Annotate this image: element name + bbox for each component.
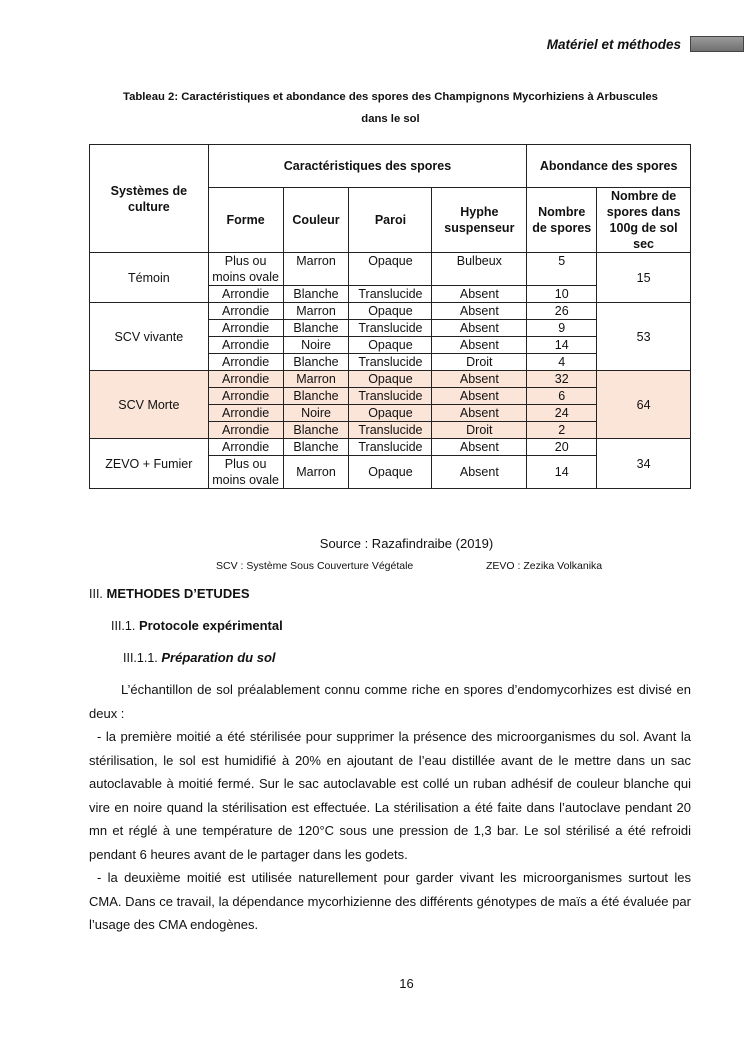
couleur-cell: Blanche <box>283 439 349 456</box>
forme-cell: Arrondie <box>208 354 283 371</box>
hyphe-cell: Absent <box>432 456 527 489</box>
couleur-cell: Marron <box>283 303 349 320</box>
header-title: Matériel et méthodes <box>546 36 681 52</box>
table-caption <box>88 86 693 130</box>
section-number: III. <box>89 587 103 601</box>
count-cell: 20 <box>527 439 597 456</box>
header-decoration-box <box>690 36 744 52</box>
paroi-cell: Translucide <box>349 439 432 456</box>
hyphe-cell: Bulbeux <box>432 253 527 286</box>
header-spores-100g: Nombre de spores dans 100g de sol sec <box>597 188 691 253</box>
count-cell: 5 <box>527 253 597 286</box>
forme-cell: Arrondie <box>208 320 283 337</box>
paroi-cell: Translucide <box>349 320 432 337</box>
couleur-cell: Marron <box>283 456 349 489</box>
forme-cell: Arrondie <box>208 303 283 320</box>
forme-cell: Arrondie <box>208 439 283 456</box>
forme-cell: Arrondie <box>208 337 283 354</box>
section-number: III.1. <box>111 619 136 633</box>
section-heading-2 <box>111 618 283 633</box>
paragraph: - la deuxième moitié est utilisée naturellement pour garder vivant les microorganismes surtout les CMA. Dans ce travail, la dépendance mycorhizienne des différents génotypes de maïs a été évaluée par l’usage des CMA endogènes. <box>89 870 691 932</box>
couleur-cell: Blanche <box>283 354 349 371</box>
page-number: 16 <box>399 976 414 991</box>
caption-line-2: dans le sol <box>361 113 420 125</box>
paroi-cell: Opaque <box>349 405 432 422</box>
couleur-cell: Blanche <box>283 388 349 405</box>
forme-cell: Plus ou moins ovale <box>208 253 283 286</box>
count-cell: 14 <box>527 337 597 354</box>
body-text <box>89 678 691 937</box>
header-couleur: Couleur <box>283 188 349 253</box>
paragraph: - la première moitié a été stérilisée pour supprimer la présence des microorganismes du sol. Avant la stérilisation, le sol est humidifié à 20% en ajoutant de l’eau distillée avant de le mettre dans un sac autoclavable à moitié fermé. Sur le sac autoclavable est collé un ruban adhésif de couleur blanche qui vire en noire quand la stérilisation est effectuée. La stérilisation a été faite dans l’autoclave pendant 20 mn et réglé à une température de 120°C sous une pression de 1,3 bar. Le sol stérilisé a été refroidi pendant 6 heures avant de le partager dans les godets. <box>89 729 691 862</box>
forme-cell: Plus ou moins ovale <box>208 456 283 489</box>
abbreviation-zevo: ZEVO : Zezika Volkanika <box>486 560 603 572</box>
hyphe-cell: Absent <box>432 320 527 337</box>
hyphe-cell: Droit <box>432 354 527 371</box>
count-cell: 24 <box>527 405 597 422</box>
section-heading-3 <box>123 650 276 665</box>
header-nombre-spores: Nombre de spores <box>527 188 597 253</box>
count-cell: 32 <box>527 371 597 388</box>
couleur-cell: Noire <box>283 405 349 422</box>
count-cell: 4 <box>527 354 597 371</box>
paroi-cell: Opaque <box>349 303 432 320</box>
system-cell: ZEVO + Fumier <box>90 439 209 489</box>
table-row-highlighted <box>90 371 691 388</box>
section-title: METHODES D’ETUDES <box>106 586 250 601</box>
count-cell: 10 <box>527 286 597 303</box>
forme-cell: Arrondie <box>208 405 283 422</box>
count-cell: 6 <box>527 388 597 405</box>
paroi-cell: Opaque <box>349 371 432 388</box>
paroi-cell: Opaque <box>349 253 432 286</box>
system-cell: SCV vivante <box>90 303 209 371</box>
header-paroi: Paroi <box>349 188 432 253</box>
hyphe-cell: Absent <box>432 337 527 354</box>
forme-cell: Arrondie <box>208 286 283 303</box>
total-cell: 34 <box>597 439 691 489</box>
couleur-cell: Blanche <box>283 422 349 439</box>
count-cell: 14 <box>527 456 597 489</box>
count-cell: 2 <box>527 422 597 439</box>
forme-cell: Arrondie <box>208 371 283 388</box>
header-characteristics: Caractéristiques des spores <box>208 145 527 188</box>
running-header <box>547 34 745 54</box>
system-cell: SCV Morte <box>90 371 209 439</box>
section-title: Protocole expérimental <box>138 618 283 633</box>
abbreviation-scv: SCV : Système Sous Couverture Végétale <box>216 560 414 572</box>
paroi-cell: Opaque <box>349 337 432 354</box>
couleur-cell: Noire <box>283 337 349 354</box>
paragraph: L’échantillon de sol préalablement connu comme riche en spores d’endomycorhizes est divisé en deux : <box>89 682 691 721</box>
total-cell: 15 <box>597 253 691 303</box>
spores-table <box>89 144 691 489</box>
caption-line-1: Tableau 2: Caractéristiques et abondance des spores des Champignons Mycorhiziens à Arbuscules <box>123 91 658 103</box>
total-cell: 64 <box>597 371 691 439</box>
section-heading-1 <box>89 586 250 601</box>
header-forme: Forme <box>208 188 283 253</box>
count-cell: 9 <box>527 320 597 337</box>
section-number: III.1.1. <box>123 651 158 665</box>
hyphe-cell: Droit <box>432 422 527 439</box>
couleur-cell: Blanche <box>283 320 349 337</box>
table-row <box>90 439 691 456</box>
section-title: Préparation du sol <box>161 650 276 665</box>
couleur-cell: Marron <box>283 253 349 286</box>
couleur-cell: Marron <box>283 371 349 388</box>
paroi-cell: Translucide <box>349 286 432 303</box>
table-row <box>90 303 691 320</box>
header-systems: Systèmes de culture <box>90 145 209 253</box>
table-row <box>90 253 691 286</box>
hyphe-cell: Absent <box>432 286 527 303</box>
total-cell: 53 <box>597 303 691 371</box>
paroi-cell: Translucide <box>349 354 432 371</box>
header-hyphe: Hyphe suspenseur <box>432 188 527 253</box>
hyphe-cell: Absent <box>432 405 527 422</box>
forme-cell: Arrondie <box>208 422 283 439</box>
paroi-cell: Opaque <box>349 456 432 489</box>
hyphe-cell: Absent <box>432 388 527 405</box>
hyphe-cell: Absent <box>432 303 527 320</box>
paroi-cell: Translucide <box>349 422 432 439</box>
hyphe-cell: Absent <box>432 371 527 388</box>
hyphe-cell: Absent <box>432 439 527 456</box>
system-cell: Témoin <box>90 253 209 303</box>
forme-cell: Arrondie <box>208 388 283 405</box>
couleur-cell: Blanche <box>283 286 349 303</box>
count-cell: 26 <box>527 303 597 320</box>
header-abundance: Abondance des spores <box>527 145 691 188</box>
paroi-cell: Translucide <box>349 388 432 405</box>
table-source: Source : Razafindraibe (2019) <box>319 536 494 551</box>
